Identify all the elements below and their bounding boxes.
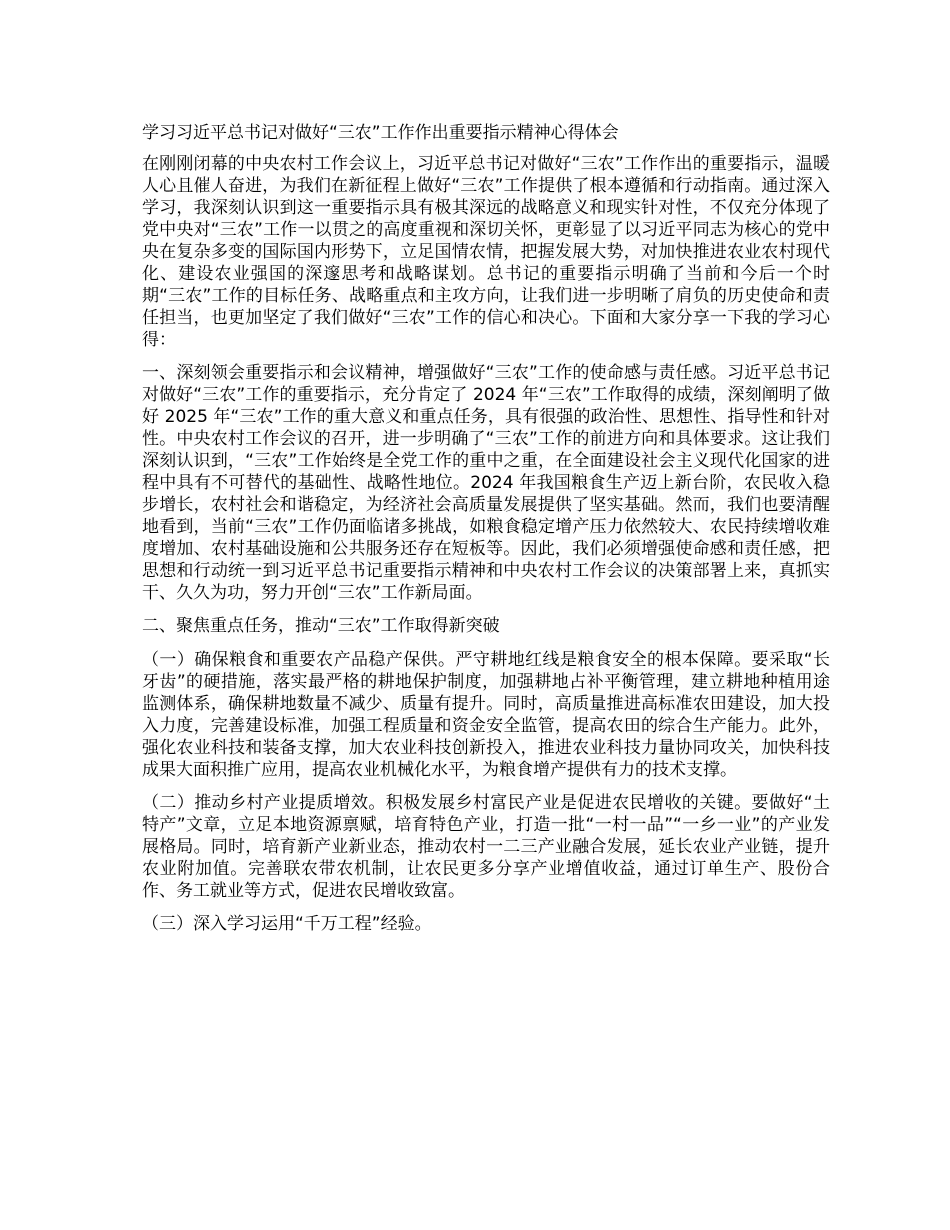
item-1-paragraph: （一）确保粮食和重要农产品稳产保供。严守耕地红线是粮食安全的根本保障。要采取“长牙齿”的硬措施，落实最严格的耕地保护制度，加强耕地占补平衡管理，建立耕地种植用途监测体系，确保耕地数量不减少、质量有提升。同时，高质量推进高标准农田建设，加大投入力度，完善建设标准，加强工程质量和资金安全监管，提高农田的综合生产能力。此外，强化农业科技和装备支撑，加大农业科技创新投入，推进农业科技力量协同攻关，加快科技成果大面积推广应用，提高农业机械化水平，为粮食增产提供有力的技术支撑。 bbox=[142, 650, 830, 780]
document-page bbox=[142, 122, 830, 946]
intro-paragraph: 在刚刚闭幕的中央农村工作会议上，习近平总书记对做好“三农”工作作出的重要指示，温暖人心且催人奋进，为我们在新征程上做好“三农”工作提供了根本遵循和行动指南。通过深入学习，我深刻认识到这一重要指示具有极其深远的战略意义和现实针对性，不仅充分体现了党中央对“三农”工作一以贯之的高度重视和深切关怀，更彰显了以习近平同志为核心的党中央在复杂多变的国际国内形势下，立足国情农情，把握发展大势，对加快推进农业农村现代化、建设农业强国的深邃思考和战略谋划。总书记的重要指示明确了当前和今后一个时期“三农”工作的目标任务、战略重点和主攻方向，让我们进一步明晰了肩负的历史使命和责任担当，也更加坚定了我们做好“三农”工作的信心和决心。下面和大家分享一下我的学习心得： bbox=[142, 154, 830, 350]
document-title: 学习习近平总书记对做好“三农”工作作出重要指示精神心得体会 bbox=[142, 123, 619, 143]
item-2-paragraph: （二）推动乡村产业提质增效。积极发展乡村富民产业是促进农民增收的关键。要做好“土特产”文章，立足本地资源禀赋，培育特色产业，打造一批“一村一品”“一乡一业”的产业发展格局。同时，培育新产业新业态，推动农村一二三产业融合发展，延长农业产业链，提升农业附加值。完善联农带农机制，让农民更多分享产业增值收益，通过订单生产、股份合作、务工就业等方式，促进农民增收致富。 bbox=[142, 793, 830, 901]
section-2-heading: 二、聚焦重点任务，推动“三农”工作取得新突破 bbox=[142, 616, 500, 636]
item-3-paragraph: （三）深入学习运用“千万工程”经验。 bbox=[142, 914, 432, 934]
section-1-paragraph: 一、深刻领会重要指示和会议精神，增强做好“三农”工作的使命感与责任感。习近平总书记对做好“三农”工作的重要指示，充分肯定了 2024 年“三农”工作取得的成绩，深刻阐明了做好 2025 年“三农”工作的重大意义和重点任务，具有很强的政治性、思想性、指导性和针对性。中央农村工作会议的召开，进一步明确了“三农”工作的前进方向和具体要求。这让我们深刻认识到，“三农”工作始终是全党工作的重中之重，在全面建设社会主义现代化国家的进程中具有不可替代的基础性、战略性地位。2024 年我国粮食生产迈上新台阶，农民收入稳步增长，农村社会和谐稳定，为经济社会高质量发展提供了坚实基础。然而，我们也要清醒地看到，当前“三农”工作仍面临诸多挑战，如粮食稳定增产压力依然较大、农民持续增收难度增加、农村基础设施和公共服务还存在短板等。因此，我们必须增强使命感和责任感，把思想和行动统一到习近平总书记重要指示精神和中央农村工作会议的决策部署上来，真抓实干、久久为功，努力开创“三农”工作新局面。 bbox=[142, 363, 830, 603]
